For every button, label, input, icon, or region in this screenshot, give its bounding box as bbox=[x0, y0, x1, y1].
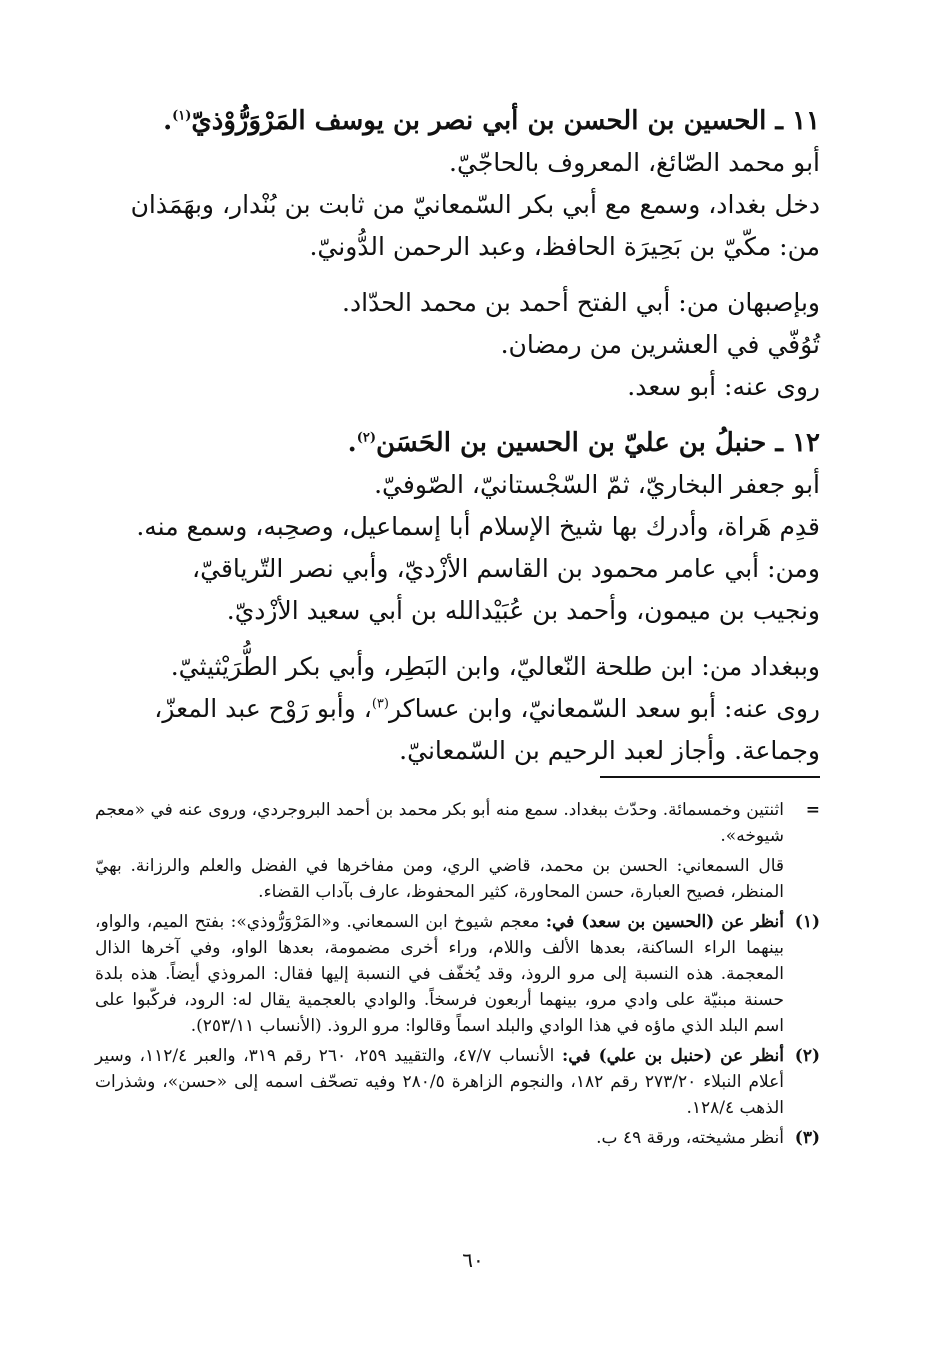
entry-12-title-text: ١٢ ـ حنبلُ بن عليّ بن الحسين بن الحَسَن bbox=[376, 428, 820, 458]
footnote-1-number: (١) bbox=[794, 912, 820, 932]
entry-12-line-4: ونجيب بن ميمون، وأحمد بن عُبَيْدالله بن أبي سعيد الأزْديّ. bbox=[226, 596, 820, 625]
entry-12-line-6-a: روى عنه: أبو سعد السّمعانيّ، وابن عساكر bbox=[388, 694, 820, 723]
footnote-2-text bbox=[95, 1043, 784, 1121]
entry-12-line-7: وجماعة. وأجاز لعبد الرحيم بن السّمعانيّ. bbox=[399, 736, 820, 765]
footnote-1-body: معجم شيوخ ابن السمعاني. و«المَرْوَرُّوذي»: بفتح الميم، والواو، بينهما الراء الساكنة، بعدها الألف واللام، وراء أخرى مضمومة، بعدها الواو، وفي آخرها الذال المعجمة. هذه النسبة إلى مرو الروذ، وقد يُخفّف في النسبة إليها فقال: المروذي أيضاً. هذه بلدة حسنة مبنيّة على وادي مرو، بينهما أربعون فرسخاً. والوادي بالعجمية يقال له: الرود، فركّبوا على اسم البلد الذي ماؤه في هذا الوادي والبلد اسماً وقالوا: مرو الروذ. (الأنساب ٢٥٣/١١). bbox=[95, 912, 784, 1036]
footnote-3-number: (٣) bbox=[794, 1128, 820, 1148]
entry-12-line-6 bbox=[95, 688, 820, 730]
entry-11-title-text: ١١ ـ الحسين بن الحسن بن أبي نصر بن يوسف المَرْوَرُّوْذيّ bbox=[191, 106, 820, 136]
entry-11-line-6: روى عنه: أبو سعد. bbox=[627, 372, 820, 401]
entry-11-line-4: وبإصبهان من: أبي الفتح أحمد بن محمد الحدّاد. bbox=[342, 288, 820, 317]
footnote-1-text bbox=[95, 909, 784, 1039]
continuation-text-2: قال السمعاني: الحسن بن محمد، قاضي الري، ومن مفاخرها في الفضل والعلم والرزانة. بهيّ المنظر، فصيح العبارة، حسن المحاورة، كثير المحفوظ، عارف بآداب القضاء. bbox=[95, 856, 784, 902]
footnote-2-number: (٢) bbox=[794, 1046, 820, 1066]
footnotes bbox=[95, 797, 820, 1155]
footnote-continuation-2 bbox=[95, 853, 820, 905]
main-text bbox=[95, 100, 820, 772]
entry-11-title-end: . bbox=[163, 106, 173, 136]
page-number: ٦٠ bbox=[462, 1248, 484, 1272]
footnote-2 bbox=[95, 1043, 820, 1121]
entry-12-line-1: أبو جعفر البخاريّ، ثمّ السّجْستانيّ، الصّوفيّ. bbox=[374, 470, 820, 499]
footnote-separator bbox=[600, 776, 820, 778]
entry-11-line-2: دخل بغداد، وسمع مع أبي بكر السّمعانيّ من ثابت بن بُنْدار، وبهَمَذان bbox=[130, 190, 820, 219]
footnote-1-source: أنظر عن (الحسين بن سعد) في: bbox=[545, 912, 784, 932]
entry-11-line-3: من: مكّيّ بن بَحِيرَة الحافظ، وعبد الرحمن الدُّونيّ. bbox=[309, 232, 820, 261]
entry-12-title bbox=[95, 422, 820, 464]
continuation-marker: = bbox=[805, 800, 820, 820]
footnote-continuation bbox=[95, 797, 820, 849]
entry-12-line-5: وببغداد من: ابن طلحة النّعاليّ، وابن البَطِر، وأبي بكر الطُّرَيْثيثيّ. bbox=[170, 652, 820, 681]
entry-11-line-1: أبو محمد الصّائغ، المعروف بالحاجّيّ. bbox=[449, 148, 820, 177]
footnote-3-text: أنظر مشيخته، ورقة ٤٩ ب. bbox=[596, 1128, 784, 1148]
entry-11-title bbox=[95, 100, 820, 142]
footnote-2-source: أنظر عن (حنبل بن علي) في: bbox=[561, 1046, 784, 1066]
entry-12-line-3: ومن: أبي عامر محمود بن القاسم الأزْديّ، وأبي نصر التّرياقيّ، bbox=[192, 554, 820, 583]
entry-12-line-2: قدِم هَراة، وأدرك بها شيخ الإسلام أبا إسماعيل، وصحِبه، وسمع منه. bbox=[136, 512, 820, 541]
footnote-ref-3[interactable]: (٣) bbox=[371, 696, 389, 712]
footnote-ref-1[interactable]: (١) bbox=[172, 108, 192, 124]
footnote-1 bbox=[95, 909, 820, 1039]
entry-12-line-6-b: ، وأبو رَوْح عبد المعزّ، bbox=[154, 694, 372, 723]
entry-12-title-end: . bbox=[347, 428, 357, 458]
footnote-2-body: الأنساب ٤٧/٧، والتقييد ٢٥٩، ٢٦٠ رقم ٣١٩، والعبر ١١٢/٤، وسير أعلام النبلاء ٢٧٣/٢٠ رقم ١٨٢، والنجوم الزاهرة ٢٨٠/٥ وفيه تصحّف اسمه إلى «حسن»، وشذرات الذهب ١٢٨/٤. bbox=[95, 1046, 784, 1118]
entry-11-line-5: تُوُفّي في العشرين من رمضان. bbox=[500, 330, 820, 359]
continuation-text: اثنتين وخمسمائة. وحدّث ببغداد. سمع منه أبو بكر محمد بن أحمد البروجردي، وروى عنه في «معجم شيوخه». bbox=[95, 800, 784, 846]
footnote-3 bbox=[95, 1125, 820, 1151]
footnote-ref-2[interactable]: (٢) bbox=[356, 430, 377, 446]
